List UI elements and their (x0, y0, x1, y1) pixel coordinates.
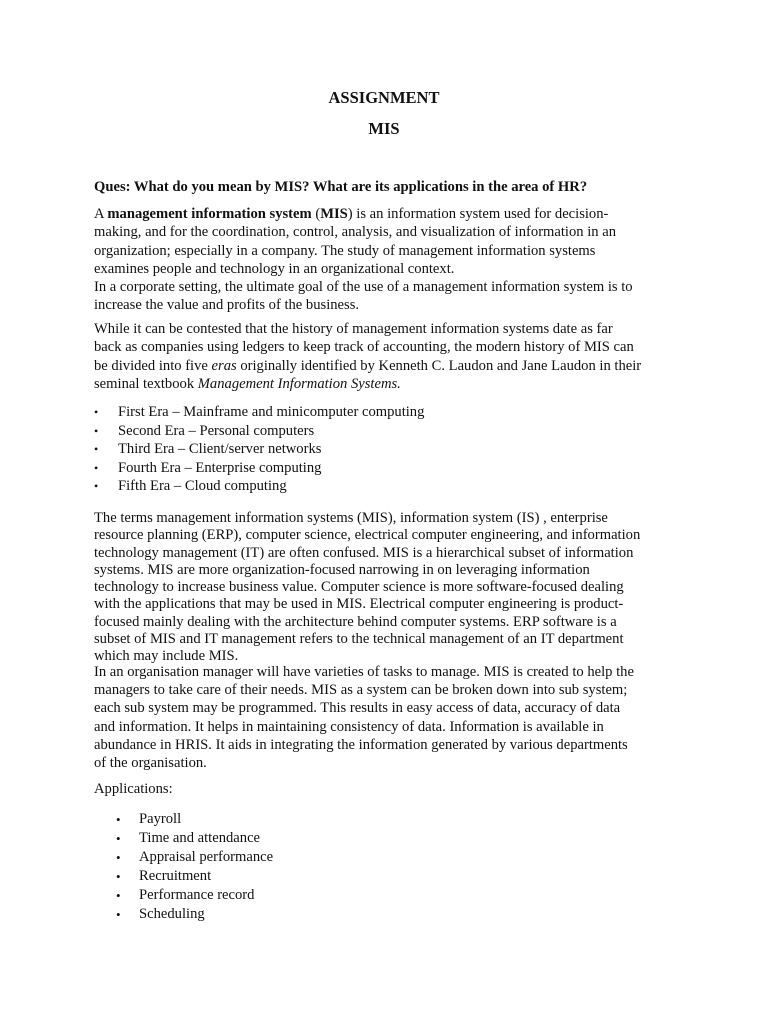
list-item (94, 403, 594, 422)
question-heading: Ques: What do you mean by MIS? What are its applications in the area of HR? (94, 179, 588, 195)
list-item-text: Performance record (139, 887, 255, 903)
document-title: ASSIGNMENT (328, 88, 440, 107)
paragraph-line: which may include MIS. (94, 648, 239, 665)
paragraph-line: technology management (IT) are often confused. MIS is a hierarchical subset of information (94, 544, 634, 561)
paragraph-hr-usage (94, 663, 684, 772)
paragraph-line: In a corporate setting, the ultimate goal of the use of a management information system is to (94, 279, 633, 295)
bullet-icon: • (94, 442, 99, 456)
bullet-icon: • (116, 888, 121, 903)
list-item (116, 810, 516, 829)
bullet-icon: • (116, 907, 121, 922)
paragraph-line: While it can be contested that the history of management information systems date as far (94, 321, 613, 337)
paragraph-line (94, 205, 684, 223)
list-item (94, 459, 594, 478)
bold-term: management information system (107, 206, 312, 222)
list-item-text: Fourth Era – Enterprise computing (118, 459, 322, 476)
paragraph-terms (94, 510, 684, 666)
paragraph-line: examines people and technology in an organizational context. (94, 261, 455, 278)
text-span: be divided into five (94, 357, 212, 374)
paragraph-history (94, 320, 684, 394)
list-item-text: Fifth Era – Cloud computing (118, 478, 287, 494)
paragraph-line: managers to take care of their needs. MIS as a system can be broken down into sub system; (94, 682, 628, 699)
document-subtitle: MIS (368, 119, 400, 138)
list-item-text: Recruitment (139, 868, 212, 884)
list-item-text: Second Era – Personal computers (118, 422, 315, 439)
list-item (94, 440, 594, 459)
paragraph-line: and information. It helps in maintaining consistency of data. Information is available in (94, 718, 604, 735)
paragraph-line (94, 357, 684, 375)
paragraph-line: In an organisation manager will have varieties of tasks to manage. MIS is created to help the (94, 664, 634, 680)
bullet-icon: • (94, 405, 99, 419)
list-item-text: Third Era – Client/server networks (118, 441, 322, 457)
paragraph-corporate-goal (94, 278, 684, 315)
paragraph-line: making, and for the coordination, control, analysis, and visualization of information in an (94, 224, 617, 241)
paragraph-line: organization; especially in a company. The study of management information systems (94, 242, 596, 259)
list-item (116, 867, 516, 886)
text-span: ) is an information system used for decision- (347, 206, 609, 222)
eras-list (94, 403, 594, 496)
list-item-text: Payroll (139, 811, 182, 827)
paragraph-line: of the organisation. (94, 755, 207, 772)
list-item (116, 886, 516, 905)
paragraph-line: each sub system may be programmed. This results in easy access of data, accuracy of data (94, 700, 621, 717)
paragraph-definition (94, 205, 684, 279)
paragraph-line: resource planning (ERP), computer science, electrical computer engineering, and information (94, 527, 641, 544)
applications-list (116, 810, 516, 924)
list-item (116, 829, 516, 848)
text-span: ( (311, 206, 321, 222)
paragraph-line: abundance in HRIS. It aids in integrating the information generated by various departments (94, 736, 628, 753)
list-item-text: Appraisal performance (139, 849, 274, 865)
paragraph-line: focused mainly dealing with the architecture behind computer systems. ERP software is a (94, 613, 617, 630)
applications-heading: Applications: (94, 781, 173, 797)
paragraph-line: with the applications that may be used in MIS. Electrical computer engineering is product- (94, 596, 624, 613)
paragraph-line: subset of MIS and IT management refers to the technical management of an IT department (94, 631, 624, 648)
list-item (116, 848, 516, 867)
bullet-icon: • (94, 479, 99, 493)
bold-term: MIS (320, 206, 348, 222)
text-span: seminal textbook (94, 376, 198, 393)
list-item-text: Time and attendance (139, 830, 261, 846)
list-item-text: Scheduling (139, 906, 205, 922)
book-title: Management Information Systems. (197, 376, 401, 393)
bullet-icon: • (116, 850, 121, 865)
list-item (94, 477, 594, 496)
bullet-icon: • (94, 423, 99, 438)
bullet-icon: • (116, 812, 121, 827)
italic-term: eras (211, 357, 237, 374)
text-span: A (94, 206, 108, 222)
bullet-icon: • (116, 869, 121, 884)
paragraph-line: back as companies using ledgers to keep track of accounting, the modern history of MIS can (94, 339, 634, 356)
text-span: originally identified by Kenneth C. Laudon and Jane Laudon in their (236, 357, 642, 374)
paragraph-line: The terms management information systems (MIS), information system (IS) , enterprise (94, 510, 608, 526)
paragraph-line: increase the value and profits of the business. (94, 297, 360, 314)
list-item (94, 422, 594, 441)
bullet-icon: • (94, 460, 99, 475)
paragraph-line (94, 375, 684, 393)
list-item-text: First Era – Mainframe and minicomputer computing (118, 404, 425, 420)
paragraph-line: technology to increase business value. Computer science is more software-focused dealing (94, 579, 624, 596)
paragraph-line: systems. MIS are more organization-focused narrowing in on leveraging information (94, 561, 590, 578)
list-item (116, 905, 516, 924)
bullet-icon: • (116, 831, 121, 846)
